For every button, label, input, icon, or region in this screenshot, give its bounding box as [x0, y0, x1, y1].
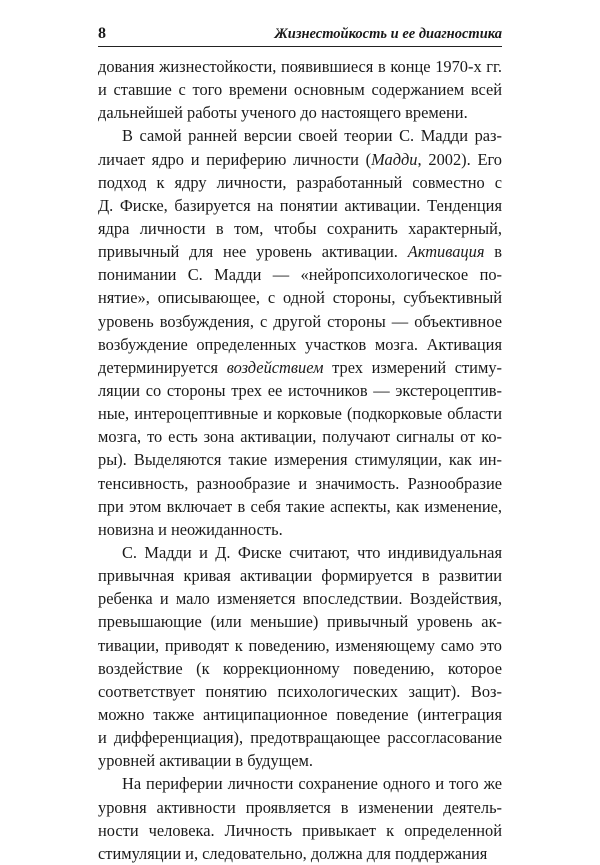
text-run: при этом включает в себя такие аспекты, как изменение,: [98, 496, 502, 516]
text-line: [98, 171, 502, 194]
text-line: [98, 703, 502, 726]
italic-term: воздействием: [226, 357, 324, 377]
text-run: привычная кривая активации формируется в развитии: [98, 566, 502, 586]
text-line: [98, 217, 502, 240]
text-run: можно также антиципационное поведение (интеграция: [98, 704, 502, 724]
text-line: [98, 402, 502, 425]
italic-term: Активация: [407, 242, 485, 262]
text-line: [98, 796, 502, 819]
text-run: понимании С. Мадди — «нейропсихологическое по-: [98, 265, 502, 285]
text-run: личает ядро и периферию личности (: [98, 149, 372, 169]
text-line: [98, 749, 502, 772]
paragraph: [98, 124, 502, 541]
text-run: ности человека. Личность привыкает к определенной: [98, 820, 502, 840]
text-line: [98, 55, 502, 78]
text-run: С. Мадди и Д. Фиске считают, что индивидуальная: [122, 542, 502, 562]
text-line: [98, 448, 502, 471]
running-title: Жизнестойкость и ее диагностика: [274, 26, 502, 42]
text-run: уровня активности проявляется в изменении деятель-: [98, 797, 502, 817]
text-line: [98, 495, 502, 518]
text-run: В самой ранней версии своей теории С. Мадди раз-: [122, 126, 502, 146]
text-run: ные, интероцептивные и корковые (подкорковые области: [98, 404, 502, 424]
text-run: На периферии личности сохранение одного и того же: [122, 774, 502, 794]
text-line: [98, 148, 502, 171]
text-line: [98, 310, 502, 333]
text-run: и дифференциация), предотвращающее рассогласование: [98, 728, 502, 748]
text-run: тенсивность, разнообразие и значимость. Разнообразие: [98, 473, 502, 493]
text-line: [98, 379, 502, 402]
text-line: [98, 101, 502, 124]
text-line: [98, 240, 502, 263]
text-run: ядра личности в том, чтобы сохранить характерный,: [98, 218, 502, 238]
text-line: [98, 472, 502, 495]
text-line: [98, 610, 502, 633]
text-line: [98, 286, 502, 309]
text-line: [98, 263, 502, 286]
text-run: детерминируется: [98, 357, 227, 377]
page-number: 8: [98, 25, 106, 42]
text-line: [98, 425, 502, 448]
text-line: [98, 726, 502, 749]
text-line: [98, 518, 502, 541]
text-line: [98, 657, 502, 680]
text-line: [98, 680, 502, 703]
text-line: [98, 333, 502, 356]
text-run: стимуляции и, следовательно, должна для поддержания: [98, 843, 488, 863]
text-run: дования жизнестойкости, появившиеся в конце 1970-х гг.: [98, 57, 502, 76]
paragraph: [98, 541, 502, 772]
text-run: трех измерений стиму-: [323, 357, 502, 377]
text-run: мозга, то есть зона активации, получают сигналы от ко-: [98, 427, 502, 447]
body-text: [98, 55, 502, 865]
text-line: [98, 78, 502, 101]
text-run: , 2002). Его: [417, 149, 502, 169]
text-run: дальнейшей работы ученого до настоящего времени.: [98, 103, 468, 123]
text-line: [98, 124, 502, 147]
page-header: [98, 20, 502, 47]
text-run: ляции со стороны трех ее источников — экстероцептив-: [98, 380, 502, 400]
text-run: превышающие (или меньшие) привычный уровень ак-: [98, 612, 502, 632]
text-line: [98, 564, 502, 587]
text-run: возбуждение определенных участков мозга. Активация: [98, 334, 502, 354]
text-line: [98, 194, 502, 217]
paragraph: [98, 772, 502, 865]
italic-term: Мадди: [371, 149, 418, 169]
text-line: [98, 634, 502, 657]
text-run: ребенка и мало изменяется впоследствии. Воздействия,: [98, 589, 502, 609]
text-line: [98, 356, 502, 379]
text-run: тивации, приводят к поведению, изменяющему само это: [98, 635, 502, 655]
text-line: [98, 541, 502, 564]
text-line: [98, 819, 502, 842]
text-run: воздействие (к коррекционному поведению, которое: [98, 658, 502, 678]
text-run: привычный для нее уровень активации.: [98, 242, 408, 262]
text-run: соответствует понятию психологических защит). Воз-: [98, 681, 502, 701]
text-run: новизна и неожиданность.: [98, 519, 283, 539]
text-line: [98, 842, 502, 865]
text-run: ры). Выделяются такие измерения стимуляции, как ин-: [98, 450, 502, 470]
text-line: [98, 772, 502, 795]
text-run: нятие», описывающее, с одной стороны, субъективный: [98, 288, 502, 308]
text-line: [98, 587, 502, 610]
text-run: уровней активации в будущем.: [98, 751, 314, 771]
paragraph: [98, 55, 502, 124]
text-run: в: [484, 242, 502, 262]
text-run: и ставшие с того времени основным содержанием всей: [98, 80, 502, 100]
text-run: Д. Фиске, базируется на понятии активации. Тенденция: [98, 195, 502, 215]
text-run: уровень возбуждения, с другой стороны — объективное: [98, 311, 502, 331]
text-run: подход к ядру личности, разработанный совместно с: [98, 172, 502, 192]
